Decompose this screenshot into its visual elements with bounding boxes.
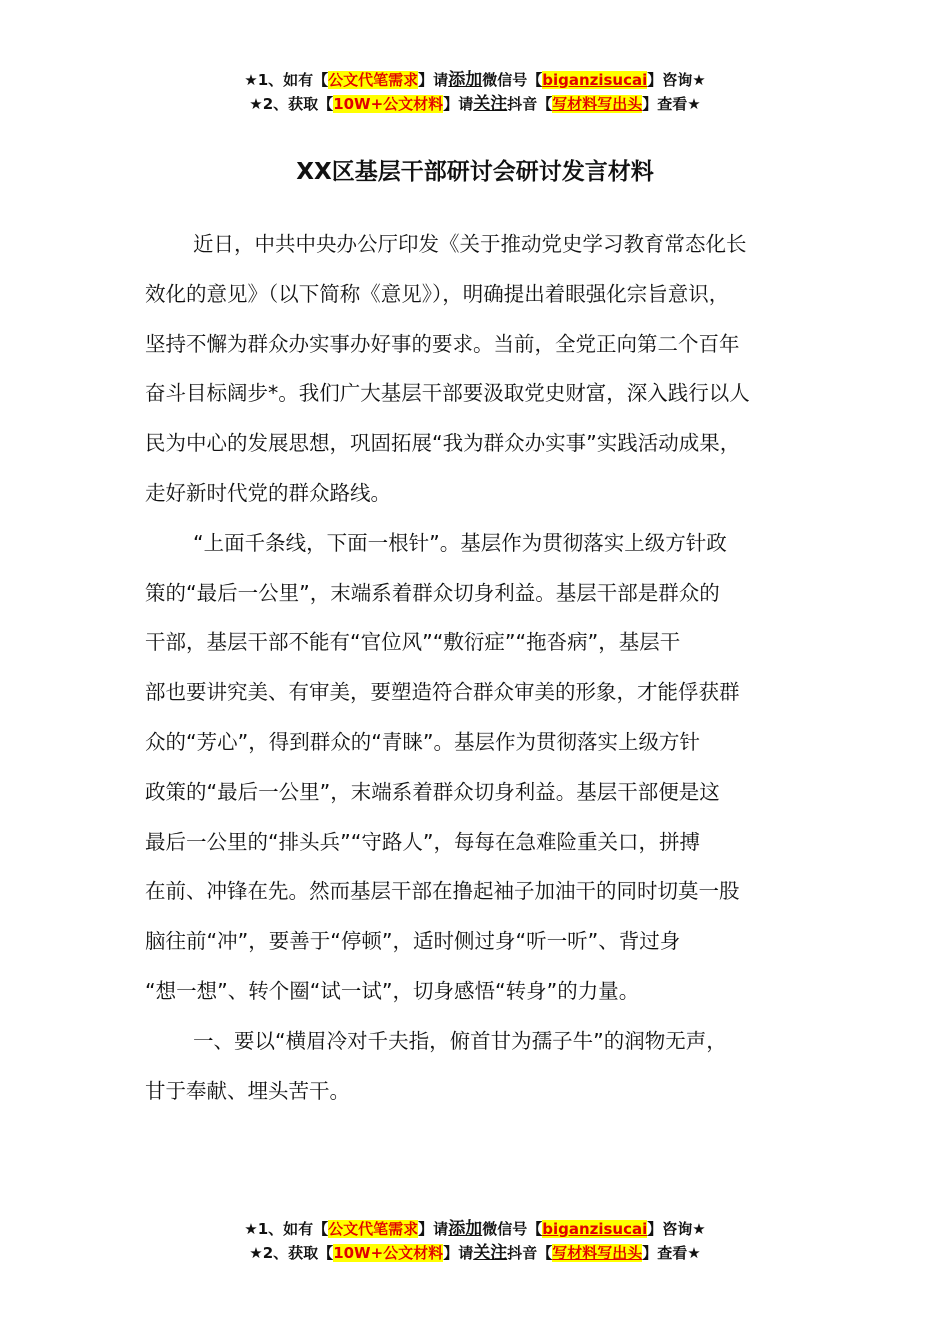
text-line: 效化的意见》（以下简称《意见》），明确提出着眼强化宗旨意识， — [145, 281, 730, 306]
text-line: 众的“芳心”，得到群众的“青睐”。基层作为贯彻落实上级方针 — [145, 729, 700, 754]
banner-line-1 — [0, 1217, 950, 1241]
text-line: 民为中心的发展思想，巩固拓展“我为群众办实事”实践活动成果， — [145, 431, 741, 456]
text-line: 部也要讲究美、有审美，要塑造符合群众审美的形象，才能俘获群 — [145, 680, 740, 705]
douyin-id: 写材料写出头 — [552, 95, 643, 113]
text-line: 脑往前“冲”，要善于“停顿”，适时侧过身“听一听”、背过身 — [145, 929, 681, 954]
banner-text: 】请 — [418, 1220, 449, 1238]
banner-text: 】咨询★ — [647, 1220, 706, 1238]
banner-highlight: 10W+公文材料 — [333, 95, 444, 113]
banner-emphasis: 关注 — [473, 94, 508, 114]
footer-banner — [0, 1217, 950, 1265]
paragraph — [145, 519, 825, 1017]
header-banner — [0, 68, 950, 116]
banner-text: 】请 — [418, 71, 449, 89]
banner-text: 抖音【 — [507, 1244, 553, 1262]
text-line: 干部，基层干部不能有“官位风”“敷衍症”“拖沓病”，基层干 — [145, 630, 681, 655]
wechat-id: biganzisucai — [542, 71, 648, 89]
banner-line-2 — [0, 1241, 950, 1265]
text-line: 甘于奉献、埋头苦干。 — [145, 1078, 350, 1103]
text-line: 近日，中共中央办公厅印发《关于推动党史学习教育常态化长 — [193, 232, 747, 256]
banner-text: ★2、获取【 — [249, 95, 334, 113]
paragraph — [145, 220, 825, 519]
banner-text: 微信号【 — [482, 1220, 543, 1238]
banner-text: ★1、如有【 — [244, 1220, 329, 1238]
banner-text: ★2、获取【 — [249, 1244, 334, 1262]
text-line: “想一想”、转个圈“试一试”，切身感悟“转身”的力量。 — [145, 978, 640, 1003]
banner-line-2 — [0, 92, 950, 116]
banner-line-1 — [0, 68, 950, 92]
text-line: 走好新时代党的群众路线。 — [145, 480, 391, 505]
banner-emphasis: 添加 — [448, 70, 483, 90]
banner-text: 微信号【 — [482, 71, 543, 89]
banner-emphasis: 添加 — [448, 1219, 483, 1239]
text-line: 在前、冲锋在先。然而基层干部在撸起袖子加油干的同时切莫一股 — [145, 879, 740, 904]
banner-text: 】请 — [443, 1244, 474, 1262]
wechat-id: biganzisucai — [542, 1220, 648, 1238]
banner-text: 抖音【 — [507, 95, 553, 113]
text-line: 一、要以“横眉冷对千夫指，俯首甘为孺子牛”的润物无声， — [193, 1028, 727, 1053]
banner-highlight: 公文代笔需求 — [328, 1220, 419, 1238]
text-line: 政策的“最后一公里”，末端系着群众切身利益。基层干部便是这 — [145, 779, 720, 804]
banner-text: ★1、如有【 — [244, 71, 329, 89]
text-line: 策的“最后一公里”，末端系着群众切身利益。基层干部是群众的 — [145, 580, 720, 605]
text-line: “上面千条线，下面一根针”。基层作为贯彻落实上级方针政 — [193, 530, 727, 555]
banner-emphasis: 关注 — [473, 1243, 508, 1263]
banner-text: 】请 — [443, 95, 474, 113]
text-line: 坚持不懈为群众办实事办好事的要求。当前，全党正向第二个百年 — [145, 331, 740, 356]
text-line: 奋斗目标阔步*。我们广大基层干部要汲取党史财富，深入践行以人 — [145, 381, 750, 406]
banner-text: 】查看★ — [642, 1244, 701, 1262]
paragraph — [145, 1017, 825, 1117]
text-line: 最后一公里的“排头兵”“守路人”，每每在急难险重关口，拼搏 — [145, 829, 700, 854]
document-title: XX区基层干部研讨会研讨发言材料 — [296, 159, 654, 185]
banner-text: 】咨询★ — [647, 71, 706, 89]
banner-highlight: 10W+公文材料 — [333, 1244, 444, 1262]
banner-text: 】查看★ — [642, 95, 701, 113]
banner-highlight: 公文代笔需求 — [328, 71, 419, 89]
document-body — [145, 220, 825, 1116]
douyin-id: 写材料写出头 — [552, 1244, 643, 1262]
